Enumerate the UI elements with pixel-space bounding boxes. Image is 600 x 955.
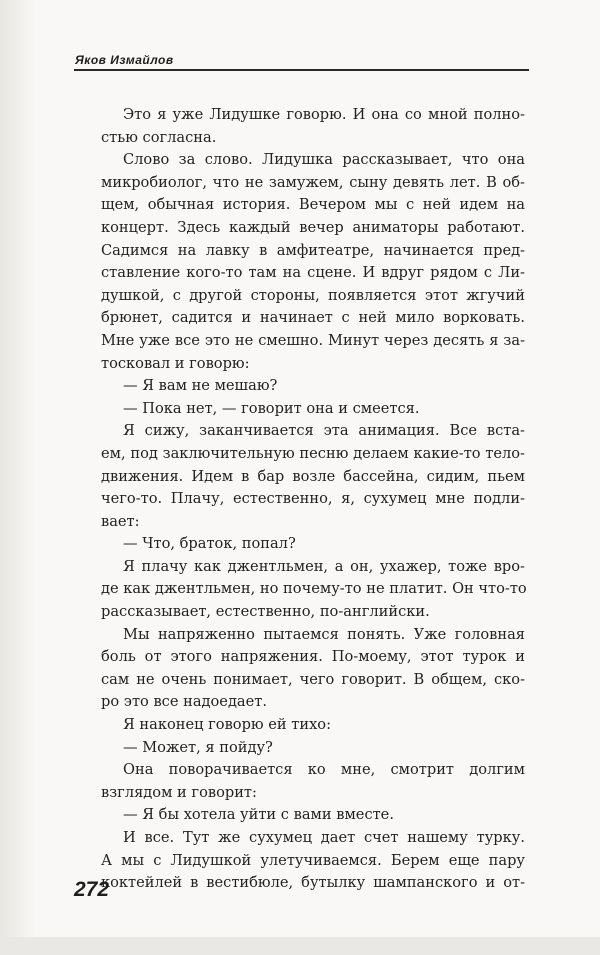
- text-line: — Я вам не мешаю?: [123, 377, 278, 395]
- text-line: — Может, я пойду?: [123, 738, 273, 756]
- text-line: вает:: [101, 512, 140, 530]
- text-line: Садимся на лавку в амфитеатре, начинается пред-: [101, 241, 525, 259]
- body-text: [101, 104, 525, 895]
- text-line: сам не очень понимает, чего говорит. В общем, ско-: [101, 670, 525, 688]
- text-line: стью согласна.: [101, 128, 217, 146]
- text-line: Мне уже все это не смешно. Минут через десять я за-: [101, 331, 525, 349]
- running-head-author: Яков Измайлов: [75, 53, 174, 67]
- text-line: концерт. Здесь каждый вечер аниматоры работают.: [101, 218, 525, 236]
- text-line: микробиолог, что не замужем, сыну девять лет. В об-: [101, 173, 525, 191]
- text-line: рассказывает, естественно, по-английски.: [101, 603, 430, 621]
- text-line: А мы с Лидушкой улетучиваемся. Берем еще пару: [101, 851, 525, 869]
- text-line: ставление кого-то там на сцене. И вдруг рядом с Ли-: [101, 264, 525, 282]
- bottom-margin-strip: [0, 937, 600, 955]
- text-line: ем, под заключительную песню делаем какие-то тело-: [101, 444, 525, 462]
- text-line: И все. Тут же сухумец дает счет нашему турку.: [123, 829, 525, 846]
- page-edge-shadow: [0, 0, 36, 955]
- text-line: коктейлей в вестибюле, бутылку шампанского и от-: [101, 874, 525, 892]
- text-line: — Пока нет, — говорит она и смеется.: [123, 399, 420, 417]
- text-line: движения. Идем в бар возле бассейна, сидим, пьем: [101, 467, 525, 485]
- text-line: Слово за слово. Лидушка рассказывает, что она: [123, 151, 525, 169]
- text-line: тосковал и говорю:: [101, 354, 250, 372]
- text-line: Мы напряженно пытаемся понять. Уже головная: [123, 625, 525, 643]
- text-line: Это я уже Лидушке говорю. И она со мной полно-: [123, 106, 525, 123]
- header-rule: [74, 69, 529, 71]
- text-line: — Что, браток, попал?: [123, 535, 296, 553]
- text-line: Я наконец говорю ей тихо:: [123, 716, 332, 734]
- text-line: боль от этого напряжения. По-моему, этот турок и: [101, 648, 525, 666]
- text-line: чего-то. Плачу, естественно, я, сухумец мне подли-: [101, 490, 525, 508]
- text-line: брюнет, садится и начинает с ней мило ворковать.: [101, 309, 525, 327]
- text-line: — Я бы хотела уйти с вами вместе.: [123, 806, 394, 824]
- text-line: Она поворачивается ко мне, смотрит долгим: [123, 761, 525, 779]
- text-line: душкой, с другой стороны, появляется этот жгучий: [101, 286, 525, 304]
- text-line: ро это все надоедает.: [101, 693, 267, 711]
- page-number: 272: [74, 878, 110, 901]
- text-line: Я плачу как джентльмен, а он, ухажер, тоже вро-: [123, 557, 525, 575]
- text-line: де как джентльмен, но почему-то не платит. Он что-то: [101, 580, 527, 598]
- text-line: щем, обычная история. Вечером мы с ней идем на: [101, 196, 525, 214]
- text-line: Я сижу, заканчивается эта анимация. Все вста-: [123, 422, 525, 440]
- text-line: взглядом и говорит:: [101, 783, 257, 801]
